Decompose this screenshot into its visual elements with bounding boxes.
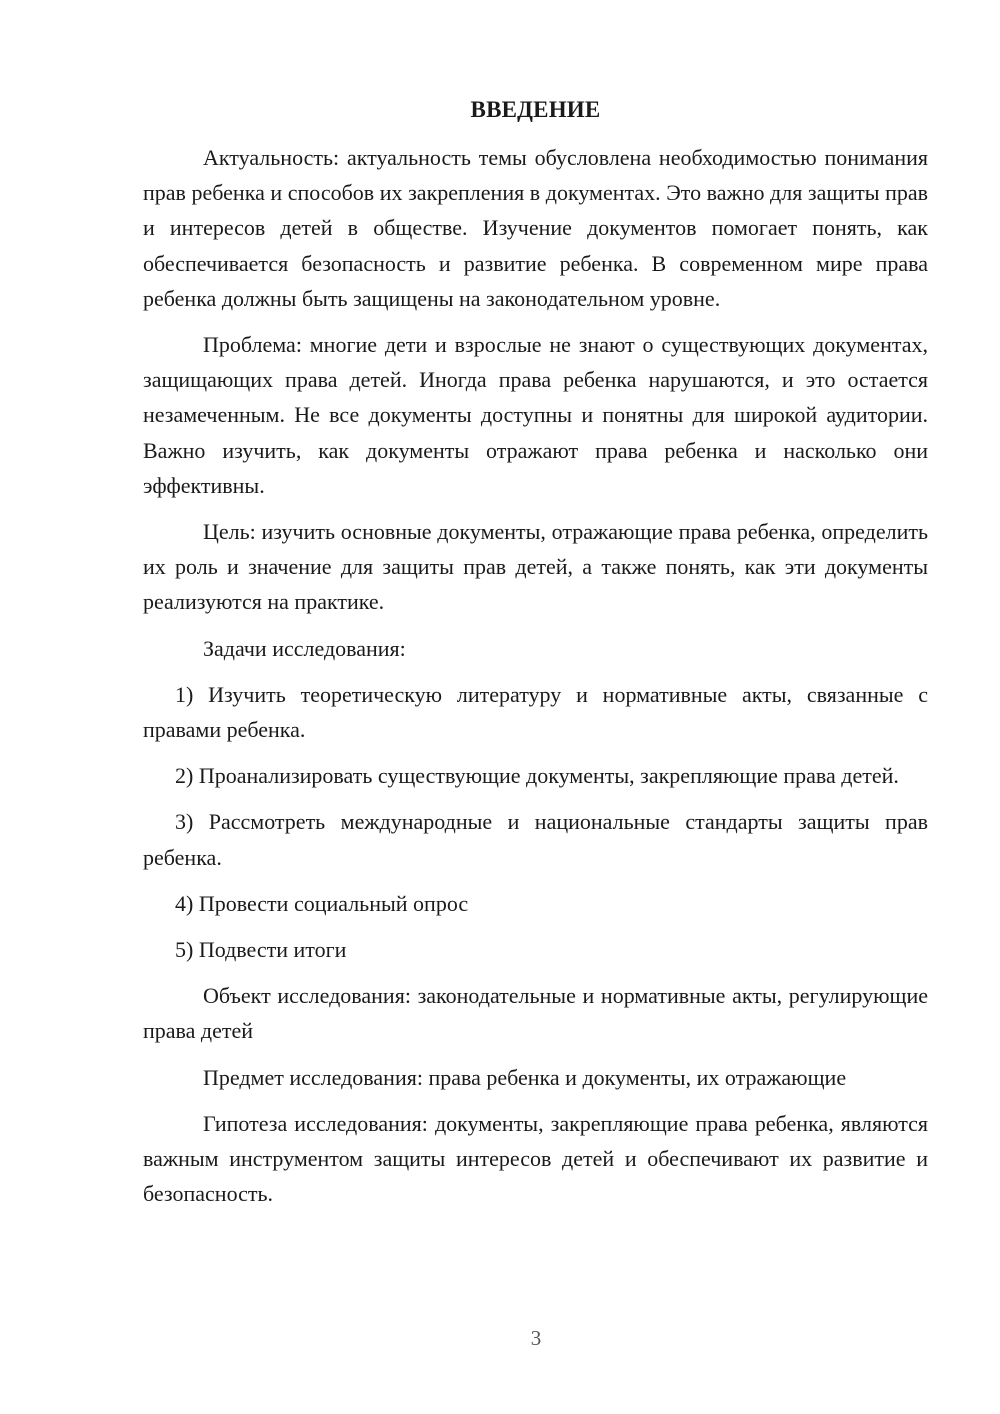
object-paragraph: Объект исследования: законодательные и нормативные акты, регулирующие права детей — [143, 983, 928, 1044]
tasks-heading: Задачи исследования: — [203, 635, 406, 661]
task-item-1: 1) Изучить теоретическую литературу и нормативные акты, связанные с правами ребенка. — [143, 681, 928, 743]
task-item-3: 3) Рассмотреть международные и национальные стандарты защиты прав ребенка. — [143, 809, 928, 870]
task-item-2: 2) Проанализировать существующие документы, закрепляющие права детей. — [175, 763, 899, 789]
document-page — [143, 92, 928, 1222]
section-title: ВВЕДЕНИЕ — [470, 97, 601, 122]
task-item-4: 4) Провести социальный опрос — [175, 890, 469, 916]
subject-paragraph: Предмет исследования: права ребенка и документы, их отражающие — [203, 1064, 847, 1090]
goal-paragraph: Цель: изучить основные документы, отражающие права ребенка, определить их роль и значение для защиты прав детей, а также понять, как эти документы реализуются на практике. — [143, 519, 928, 615]
problem-paragraph: Проблема: многие дети и взрослые не знают о существующих документах, защищающих права детей. Иногда права ребенка нарушаются, и это остается незамеченным. Не все документы доступны и понятны для широкой аудитории. Важно изучить, как документы отражают права ребенка и насколько они эффективны. — [143, 332, 928, 498]
task-item-5: 5) Подвести итоги — [175, 937, 347, 963]
hypothesis-paragraph: Гипотеза исследования: документы, закрепляющие права ребенка, являются важным инструментом защиты интересов детей и обеспечивают их развитие и безопасность. — [143, 1110, 928, 1207]
page-number: 3 — [530, 1326, 542, 1350]
relevance-paragraph: Актуальность: актуальность темы обусловлена необходимостью понимания прав ребенка и способов их закрепления в документах. Это важно для защиты прав и интересов детей в обществе. Изучение документов помогает понять, как обеспечивается безопасность и развитие ребенка. В современном мире права ребенка должны быть защищены на законодательном уровне. — [143, 145, 928, 311]
